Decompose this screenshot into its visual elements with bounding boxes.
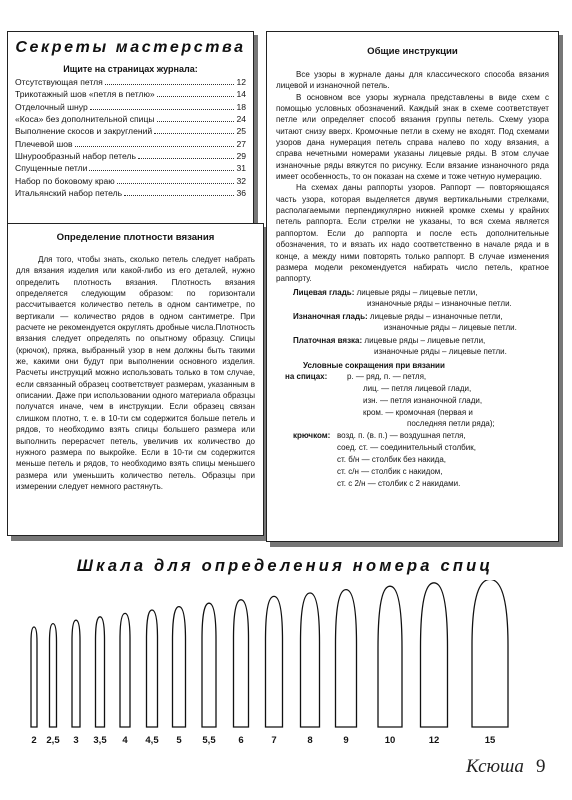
toc-item-text: Выполнение скосов и закруглений bbox=[15, 126, 153, 137]
abbr-line: изн. — петля изнаночной глади, bbox=[363, 395, 483, 405]
needle-size-label: 6 bbox=[238, 735, 244, 746]
secrets-box bbox=[7, 31, 254, 235]
needle-scale bbox=[0, 580, 572, 730]
scale-title: Шкала для определения номера спиц bbox=[76, 557, 494, 575]
toc-leader bbox=[138, 158, 234, 159]
abbr-line: ст. с/н — столбик с накидом, bbox=[337, 466, 443, 476]
toc-item bbox=[15, 102, 246, 114]
needle-outline bbox=[378, 586, 402, 727]
needle-size-label: 4,5 bbox=[145, 735, 159, 746]
toc-item-page: 14 bbox=[236, 89, 246, 100]
stitch-name: Изнаночная гладь: bbox=[293, 311, 368, 321]
needle-size-label: 9 bbox=[343, 735, 349, 746]
toc-leader bbox=[124, 195, 234, 196]
stitch-name: Платочная вязка: bbox=[293, 335, 363, 345]
needle-outline bbox=[147, 610, 158, 727]
toc-item bbox=[15, 77, 246, 89]
needle-size-label: 5,5 bbox=[202, 735, 216, 746]
needle-outline bbox=[472, 580, 508, 727]
needle-size-label: 8 bbox=[307, 735, 313, 746]
toc-item bbox=[15, 114, 246, 126]
needle-size-label: 3 bbox=[73, 735, 79, 746]
toc-item bbox=[15, 126, 246, 138]
toc-item-page: 27 bbox=[236, 138, 246, 149]
toc-item bbox=[15, 139, 246, 151]
needle-outline bbox=[31, 627, 37, 727]
toc-item-page: 24 bbox=[236, 114, 246, 125]
toc-item bbox=[15, 188, 246, 200]
abbr-line: кром. — кромочная (первая и bbox=[363, 407, 473, 417]
general-title: Общие инструкции bbox=[367, 46, 458, 57]
toc-leader bbox=[157, 96, 235, 97]
toc-list bbox=[8, 74, 253, 200]
abbr-line: р. — ряд, п. — петля, bbox=[347, 371, 427, 381]
stitch-line: изнаночные ряды – изнаночные петли. bbox=[367, 298, 512, 308]
needle-outline bbox=[120, 613, 130, 727]
toc-item-page: 18 bbox=[236, 101, 246, 112]
needle-size-label: 3,5 bbox=[93, 735, 107, 746]
toc-item-page: 31 bbox=[236, 163, 246, 174]
toc-item-text: Трикотажный шов «петля в петлю» bbox=[15, 89, 155, 100]
needle-outline bbox=[72, 620, 80, 727]
toc-item-page: 25 bbox=[236, 126, 246, 137]
needle-outline bbox=[173, 607, 186, 727]
needle-size-label: 10 bbox=[384, 735, 396, 746]
toc-item bbox=[15, 89, 246, 101]
secrets-subtitle: Ищите на страницах журнала: bbox=[63, 64, 198, 74]
abbr-line: соед. ст. — соединительный столбик, bbox=[337, 442, 476, 452]
toc-item bbox=[15, 151, 246, 163]
needle-size-label: 12 bbox=[428, 735, 440, 746]
stitch-line: лицевые ряды – лицевые петли, bbox=[356, 287, 478, 297]
needle-size-label: 2 bbox=[31, 735, 37, 746]
toc-leader bbox=[154, 133, 234, 134]
toc-item-text: Отсутствующая петля bbox=[15, 77, 103, 87]
toc-item-page: 32 bbox=[236, 175, 246, 186]
needle-outline bbox=[421, 583, 448, 727]
needle-size-label: 2,5 bbox=[46, 735, 60, 746]
needle-outline bbox=[96, 617, 105, 727]
magazine-name: Ксюша bbox=[466, 756, 524, 777]
abbr-line: лиц. — петля лицевой глади, bbox=[363, 383, 472, 393]
needle-size-label: 4 bbox=[122, 735, 128, 746]
toc-item-text: Итальянский набор петель bbox=[15, 188, 123, 199]
stitch-line: изнаночные ряды – лицевые петли. bbox=[374, 346, 507, 356]
density-text: Для того, чтобы знать, сколько петель следует набрать для вязания изделия или какой-либо из его деталей, нужно определить плотность вязания. Плотность вязания определяется следующим образом: по горизонтали рассчитывается количество петель в одном сантиметре, по вертикали — количество рядов в одном сантиметре. При расчете не рекомендуется округлять дробные числа.Плотность вязания следует определять по опытному образцу. Спицы (крючок), пряжа, выбранный узор в нем должны быть такими же, какими они будут при выполнении основного изделия. Расчеты инструкций можно использовать только в том случае, если связанный образец соответствует размерам, указанным в описании. Даже при использовании одного материала образцы получатся иначе, чем в инструкции. Если образец связан слишком плотно, т. е. в 10-ти см содержится больше петель и рядов, то необходимо взять спицы большего размера или выполнить перерасчет петель, увеличив их количество до нужного размера по выкройке. Если в 10-ти см содержится меньше петель и рядов, то необходимо взять спицы меньшего размера или уменьшить количество петель. Образцы при измерении следует немного растянуть. bbox=[16, 255, 255, 491]
stitch-line: изнаночные ряды – лицевые петли. bbox=[384, 322, 517, 332]
general-box bbox=[266, 31, 559, 542]
needle-outline bbox=[50, 624, 57, 727]
general-paragraph-2: В основном все узоры журнала представлены в виде схем с помощью условных обозначений. Каждый знак в схеме соответствует петле или определяет способ вязания группы петель. Схему узора читают снизу вверх. Кромочные петли в схему не входят. Под схемами узоров дана нумерация петель справа налево по ходу вязания, а справа нечетными номерами указаны лицевые ряды. В этом случае изнаночные ряды вяжутся по рисунку. Если вязание изнаночного ряда имеет особенность, то он показан на схеме и тоже четную нумерацию. bbox=[276, 92, 549, 182]
stitch-name: Лицевая гладь: bbox=[293, 287, 355, 297]
toc-item-page: 29 bbox=[236, 151, 246, 162]
abbr-hook-label: крючком: bbox=[293, 430, 331, 440]
toc-item-text: Шнурообразный набор петель bbox=[15, 151, 136, 162]
abbr-line: последняя петли ряда); bbox=[407, 418, 495, 428]
toc-item-text: «Коса» без дополнительной спицы bbox=[15, 114, 155, 125]
toc-leader bbox=[117, 183, 235, 184]
general-paragraph-1: Все узоры в журнале даны для классического способа вязания лицевой и изнаночной петель. bbox=[276, 70, 549, 91]
needle-outline bbox=[336, 590, 357, 727]
stitch-line: лицевые ряды – лицевые петли, bbox=[364, 335, 486, 345]
abbr-title: Условные сокращения при вязании bbox=[303, 360, 445, 370]
toc-item-text: Спущенные петли bbox=[15, 163, 88, 174]
toc-item bbox=[15, 163, 246, 175]
stitch-line: лицевые ряды – изнаночные петли, bbox=[369, 311, 503, 321]
density-title: Определение плотности вязания bbox=[56, 232, 215, 243]
abbr-line: ст. б/н — столбик без накида, bbox=[337, 454, 447, 464]
needle-outline bbox=[266, 596, 283, 727]
needle-size-label: 5 bbox=[176, 735, 182, 746]
toc-item-text: Отделочный шнур bbox=[15, 101, 88, 112]
secrets-title: Секреты мастерства bbox=[15, 39, 246, 56]
toc-item bbox=[15, 176, 246, 188]
abbr-line: ст. с 2/н — столбик с 2 накидами. bbox=[337, 478, 461, 488]
abbr-line: возд. п. (в. п.) — воздушная петля, bbox=[337, 430, 466, 440]
toc-leader bbox=[90, 109, 235, 110]
toc-leader bbox=[157, 121, 235, 122]
needle-outline bbox=[202, 603, 216, 727]
needle-outline bbox=[301, 593, 320, 727]
general-paragraph-3: На схемах даны раппорты узоров. Раппорт — повторяющаяся часть узора, которая выделяется двумя вертикальными стрелками, располагаемыми перпендикулярно нижней кромке схемы у крайних петель раппорта. Если стрелки не указаны, то вся схема является раппортом. Если до раппорта и после есть дополнительные обозначения, то и вязать их надо соответственно в начале ряда и в конце, а между ними повторять только раппорт. В случае изменения размера модели рекомендуется набирать число петель, кратное раппорту. bbox=[276, 183, 549, 284]
toc-leader bbox=[89, 170, 234, 171]
abbr-needles-label: на спицах: bbox=[285, 371, 328, 381]
toc-item-page: 36 bbox=[236, 188, 246, 199]
page-number: 9 bbox=[536, 756, 546, 777]
needle-size-label: 7 bbox=[271, 735, 277, 746]
toc-item-page: 12 bbox=[236, 77, 246, 87]
toc-item-text: Плечевой шов bbox=[15, 138, 73, 149]
toc-leader bbox=[75, 146, 235, 147]
needle-size-label: 15 bbox=[484, 735, 496, 746]
needle-outline bbox=[234, 600, 249, 727]
toc-leader bbox=[105, 84, 235, 85]
density-box bbox=[7, 223, 264, 536]
toc-item-text: Набор по боковому краю bbox=[15, 175, 115, 186]
